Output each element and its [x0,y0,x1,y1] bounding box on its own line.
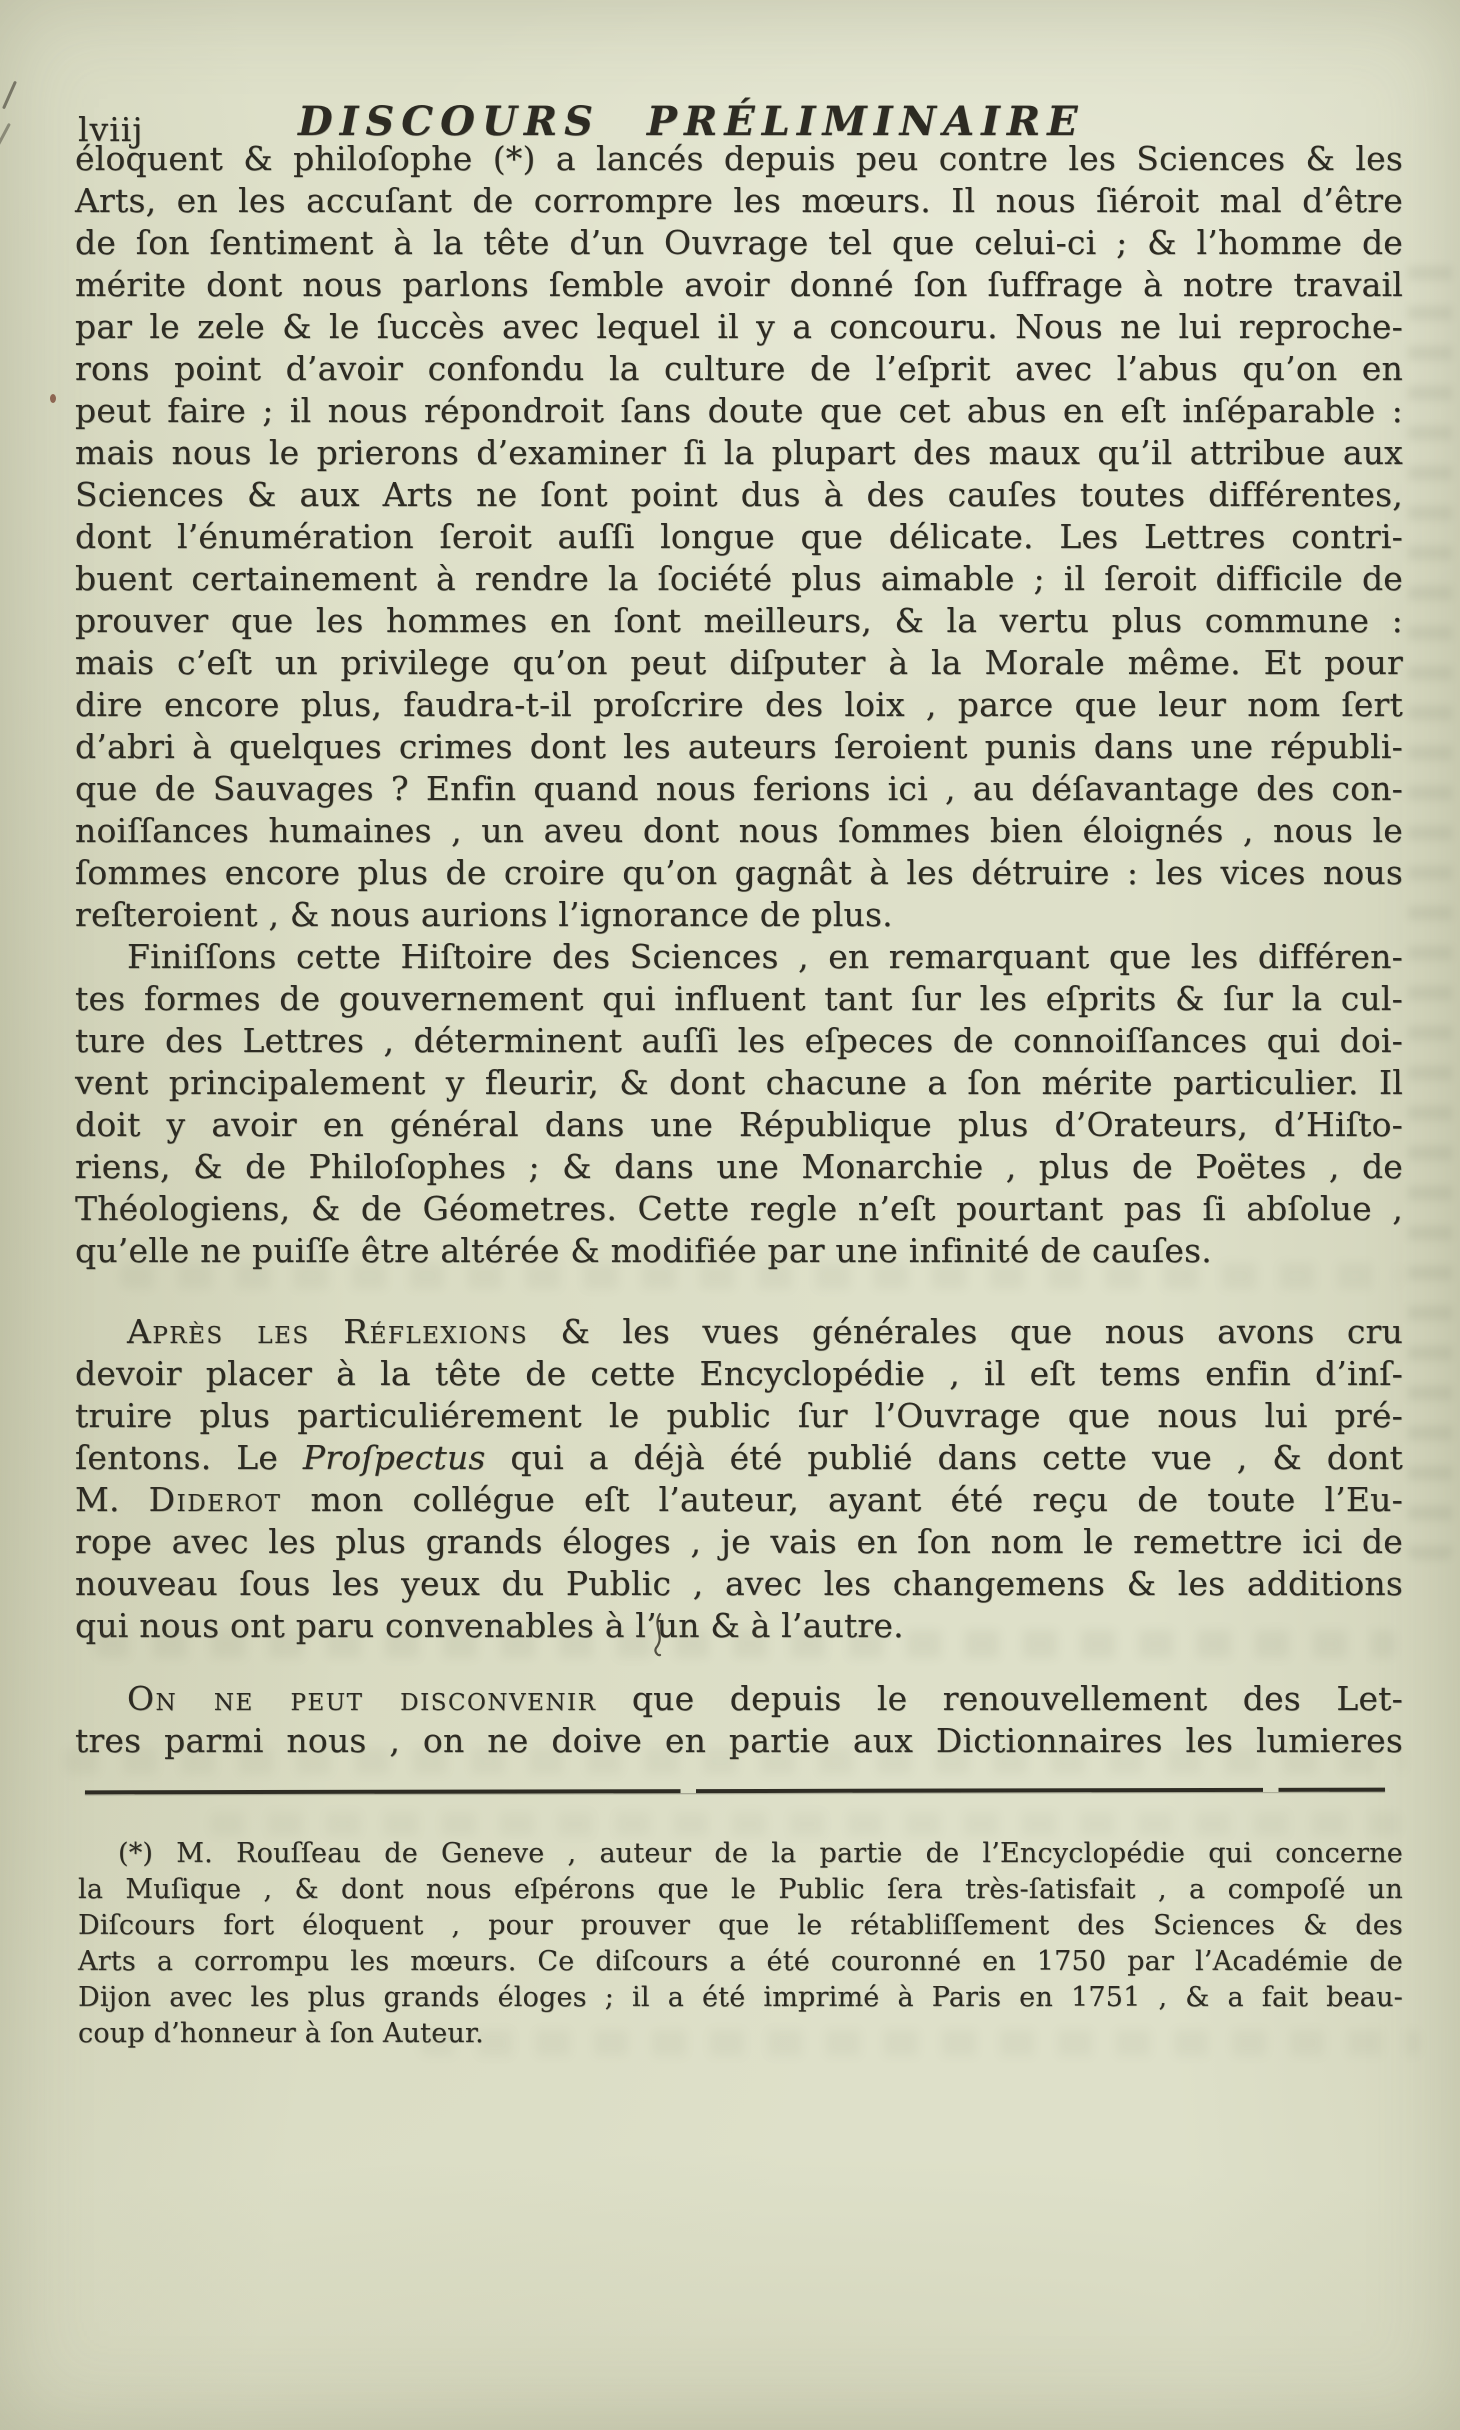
footnote-line: la Muſique , & dont nous eſpérons que le Public ſera très-ſatisfait , a compoſé un [78,1874,1403,1905]
text-line: d’abri à quelques crimes dont les auteurs ſeroient punis dans une républi- [75,727,1403,766]
smallcaps-name: Diderot [148,1480,282,1519]
text-line: peut faire ; il nous répondroit ſans doute que cet abus en eſt inſéparable : [75,391,1403,430]
text-line: buent certainement à rendre la ſociété plus aimable ; il ſeroit difficile de [75,559,1403,598]
body-text [75,138,1403,1762]
text-line: tes formes de gouvernement qui influent tant ſur les eſprits & ſur la cul- [75,979,1403,1018]
line-pre: M. [75,1480,149,1519]
text-line: qui nous ont paru convenables à l’un & à l’autre. [75,1606,904,1645]
text-line: ture des Lettres , déterminent auſſi les eſpeces de connoiſſances qui doi- [75,1021,1403,1060]
text-line [75,1437,1403,1479]
folio-number: lviij [78,110,144,149]
text-line: que de Sauvages ? Enfin quand nous ferions ici , au déſavantage des con- [75,769,1403,808]
text-line: Théologiens, & de Géometres. Cette regle n’eſt pourtant pas ſi abſolue , [75,1189,1403,1228]
text-line: mais c’eſt un privilege qu’on peut diſputer à la Morale même. Et pour [75,643,1403,682]
text-line: par le zele & le ſuccès avec lequel il y a concouru. Nous ne lui reproche- [75,307,1403,346]
footnote-line: (*) M. Rouſſeau de Geneve , auteur de la partie de l’Encyclopédie qui concerne [118,1838,1403,1869]
text-line [75,1311,1403,1353]
paragraph-3 [75,1311,1403,1647]
paragraph-2 [75,936,1403,1272]
line-rest: & les vues générales que nous avons cru [528,1312,1403,1351]
italic-word: Proſpectus [302,1438,486,1477]
text-line: nouveau ſous les yeux du Public , avec les changemens & les additions [75,1564,1403,1603]
line-pre: ſentons. Le [75,1438,303,1477]
text-line: Arts, en les accuſant de corrompre les mœurs. Il nous ſiéroit mal d’être [75,181,1403,220]
footnote-separator-rule [85,1788,1385,1795]
footnote [78,1836,1403,2052]
paragraph-4 [75,1678,1403,1762]
text-line: dire encore plus, faudra-t-il proſcrire des loix , parce que leur nom ſert [75,685,1403,724]
text-line: ſommes encore plus de croire qu’on gagnât à les détruire : les vices nous [75,853,1403,892]
text-line: qu’elle ne puiſſe être altérée & modifiée par une infinité de cauſes. [75,1231,1212,1270]
footnote-line: coup d’honneur à ſon Auteur. [78,2018,484,2049]
text-line [75,1678,1403,1720]
text-line: rons point d’avoir confondu la culture de l’eſprit avec l’abus qu’on en [75,349,1403,388]
text-line: Finiſſons cette Hiſtoire des Sciences , en remarquant que les différen- [127,937,1403,976]
text-line [75,1479,1403,1521]
text-line: mais nous le prierons d’examiner ſi la plupart des maux qu’il attribue aux [75,433,1403,472]
text-line: de ſon ſentiment à la tête d’un Ouvrage tel que celui-ci ; & l’homme de [75,223,1403,262]
running-title: DISCOURS PRÉLIMINAIRE [298,98,1085,145]
text-line: dont l’énumération ſeroit auſſi longue que délicate. Les Lettres contri- [75,517,1403,556]
smallcaps-lead: Après les Réflexions [127,1312,529,1351]
line-post: mon collégue eſt l’auteur, ayant été reçu de toute l’Eu- [281,1480,1403,1519]
text-line: vent principalement y fleurir, & dont chacune a ſon mérite particulier. Il [75,1063,1403,1102]
text-line: noiſſances humaines , un aveu dont nous ſommes bien éloignés , nous le [75,811,1403,850]
text-line: Sciences & aux Arts ne ſont point dus à des cauſes toutes différentes, [75,475,1403,514]
text-line: reſteroient , & nous aurions l’ignorance de plus. [75,895,893,934]
paragraph-1 [75,138,1403,936]
text-line: riens, & de Philoſophes ; & dans une Monarchie , plus de Poëtes , de [75,1147,1403,1186]
text-line: mérite dont nous parlons ſemble avoir donné ſon ſuffrage à notre travail [75,265,1403,304]
text-line: rope avec les plus grands éloges , je vais en ſon nom le remettre ici de [75,1522,1403,1561]
smallcaps-lead: On ne peut disconvenir [127,1679,597,1718]
footnote-line: Dijon avec les plus grands éloges ; il a été imprimé à Paris en 1751 , & a fait beau- [78,1982,1403,2013]
line-post: qui a déjà été publié dans cette vue , & dont [485,1438,1403,1477]
text-line: devoir placer à la tête de cette Encyclopédie , il eſt tems enfin d’inſ- [75,1354,1403,1393]
bleed-through-smudge [1408,240,1452,1560]
footnote-line: Arts a corrompu les mœurs. Ce diſcours a été couronné en 1750 par l’Académie de [78,1946,1403,1977]
footnote-line: Diſcours fort éloquent , pour prouver que le rétabliſſement des Sciences & des [78,1910,1403,1941]
bleed-through-smudge [210,1812,1400,1836]
text-line: prouver que les hommes en ſont meilleurs, & la vertu plus commune : [75,601,1403,640]
text-line: truire plus particuliérement le public ſur l’Ouvrage que nous lui pré- [75,1396,1403,1435]
text-line: tres parmi nous , on ne doive en partie aux Dictionnaires les lumieres [75,1721,1403,1760]
line-rest: que depuis le renouvellement des Let- [596,1679,1403,1718]
margin-ink-dot [50,394,56,403]
text-line: éloquent & philoſophe (*) a lancés depuis peu contre les Sciences & les [75,139,1403,178]
text-line: doit y avoir en général dans une République plus d’Orateurs, d’Hiſto- [75,1105,1403,1144]
